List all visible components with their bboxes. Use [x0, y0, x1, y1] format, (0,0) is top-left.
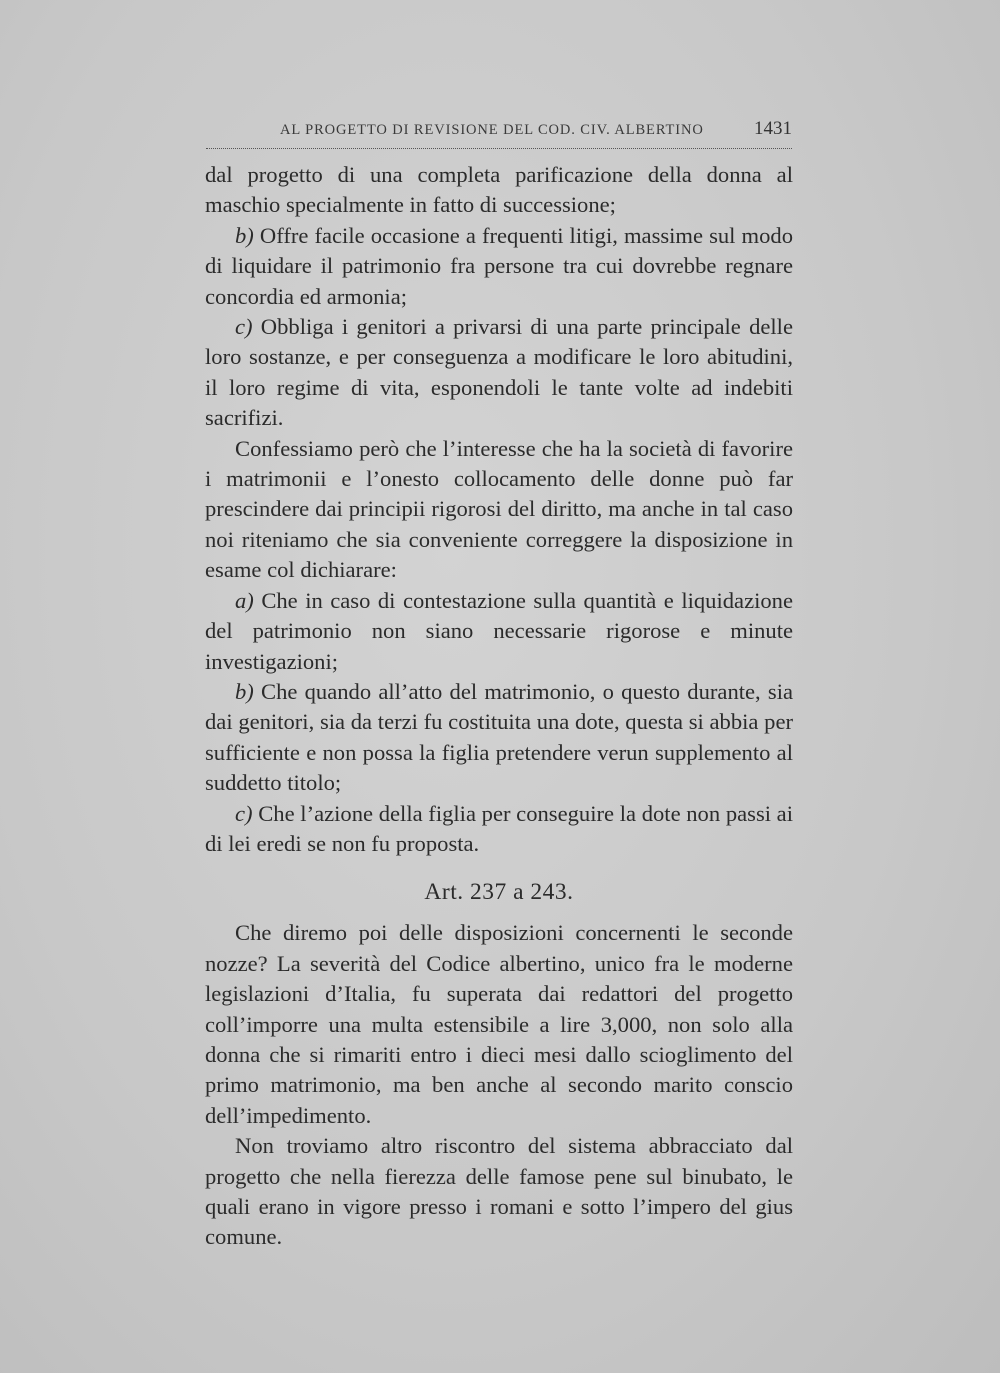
paragraph [205, 1131, 793, 1253]
paragraph [205, 799, 793, 860]
paragraph-text: Che l’azione della figlia per conseguire la dote non passi ai di lei eredi se non fu proposta. [205, 800, 793, 856]
paragraph-text: Che quando all’atto del matrimonio, o questo durante, sia dai genitori, sia da terzi fu costituita una dote, questa si abbia per sufficiente e non possa la figlia pretendere verun supplemento al suddetto titolo; [205, 678, 793, 796]
paragraph [205, 677, 793, 799]
paragraph [205, 586, 793, 677]
paragraph [205, 312, 793, 434]
paragraph-text: Che diremo poi delle disposizioni concernenti le seconde nozze? La severità del Codice albertino, unico fra le moderne legislazioni d’Italia, fu superata dai redattori del progetto coll’imporre una multa estensibile a lire 3,000, non solo alla donna che si rimariti entro i dieci mesi dallo scioglimento del primo matrimonio, ma ben anche al secondo marito conscio dell’impedimento. [205, 920, 793, 1128]
paragraph-label: c) [235, 314, 253, 340]
paragraph-text: Che in caso di contestazione sulla quantità e liquidazione del patrimonio non siano necessarie rigorose e minute investigazioni; [205, 587, 793, 674]
paragraph-text: dal progetto di una completa parificazione della donna al maschio specialmente in fatto di successione; [205, 162, 793, 218]
body-text [205, 160, 793, 1253]
paragraph-text: Confessiamo però che l’interesse che ha la società di favorire i matrimonii e l’onesto collocamento delle donne può far prescindere dai principii rigorosi del diritto, ma anche in tal caso noi riteniamo che sia conveniente correggere la disposizione in esame col dichiarare: [205, 435, 793, 583]
section-heading: Art. 237 a 243. [424, 879, 574, 906]
header-divider [206, 148, 792, 149]
paragraph [205, 221, 793, 312]
paragraph-label: a) [235, 587, 254, 613]
paragraph-label: b) [235, 678, 254, 704]
paragraph-label: b) [235, 222, 254, 248]
paragraph [205, 918, 793, 1131]
paragraph [205, 434, 793, 586]
running-header [280, 118, 792, 140]
running-header-title: AL PROGETTO DI REVISIONE DEL COD. CIV. ALBERTINO [280, 122, 704, 138]
paragraph-text: Non troviamo altro riscontro del sistema abbracciato dal progetto che nella fierezza delle famose pene sul binubato, le quali erano in vigore presso i romani e sotto l’impero del gius comune. [205, 1133, 793, 1250]
paragraphs-after-heading [205, 918, 793, 1252]
paragraph [205, 160, 793, 221]
paragraph-text: Offre facile occasione a frequenti litigi, massime sul modo di liquidare il patrimonio fra persone tra cui dovrebbe regnare concordia ed armonia; [205, 222, 793, 309]
paragraphs-before-heading [205, 160, 793, 859]
paragraph-label: c) [235, 800, 253, 826]
page-number: 1431 [754, 118, 792, 139]
paragraph-text: Obbliga i genitori a privarsi di una parte principale delle loro sostanze, e per conseguenza a modificare le loro abitudini, il loro regime di vita, esponendoli le tante volte ad indebiti sacrifizi. [205, 314, 793, 431]
